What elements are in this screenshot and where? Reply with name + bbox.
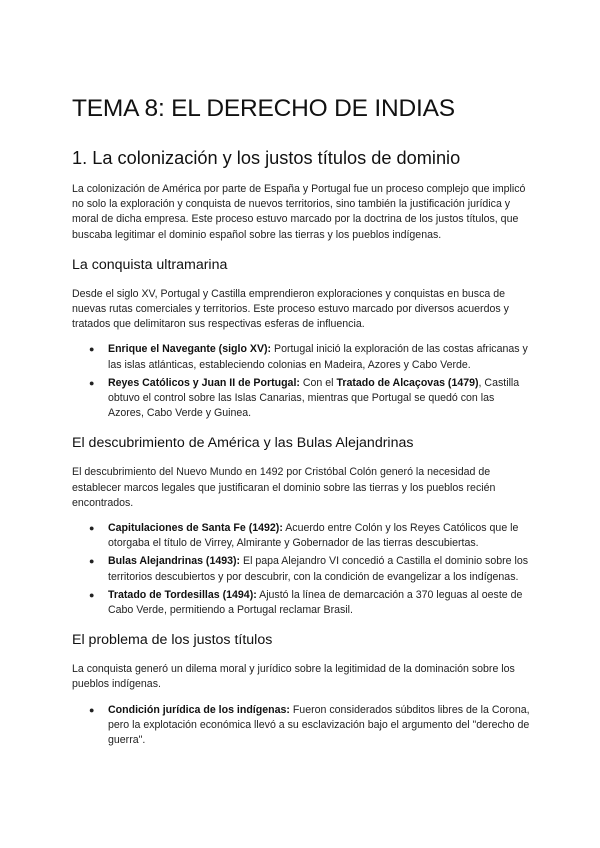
item-term: Condición jurídica de los indígenas: [108, 703, 290, 716]
item-text: , Castilla obtuvo el control sobre las Islas Canarias, mientras que Portugal se quedó con las Azores, Cabo Verde y Guinea. [108, 376, 520, 420]
subheading-descubrimiento: El descubrimiento de América y las Bulas Alejandrinas [72, 435, 414, 452]
item-term: Capitulaciones de Santa Fe (1492): [108, 522, 283, 535]
descubrimiento-paragraph: El descubrimiento del Nuevo Mundo en 1492 por Cristóbal Colón generó la necesidad de establecer marcos legales que justificaran el dominio sobre las tierras y los pueblos recién encontrados. [72, 466, 496, 509]
problema-paragraph: La conquista generó un dilema moral y jurídico sobre la legitimidad de la dominación sobre los pueblos indígenas. [72, 663, 515, 691]
conquista-list [72, 342, 532, 421]
bullet-icon: ● [89, 344, 95, 355]
intro-paragraph: La colonización de América por parte de España y Portugal fue un proceso complejo que implicó no solo la exploración y conquista de nuevos territorios, sino también la justificación jurídica y moral de dicha empresa. Este proceso estuvo marcado por la doctrina de los justos títulos, que buscaba legitimar el dominio español sobre las tierras y los pueblos indígenas. [72, 183, 526, 241]
document-page [72, 94, 532, 751]
list-item [72, 554, 532, 584]
item-text: Con el [299, 376, 337, 389]
item-term: Tratado de Tordesillas (1494): [108, 588, 257, 601]
bullet-icon: ● [89, 377, 95, 388]
bullet-icon: ● [89, 589, 95, 600]
list-item [72, 376, 532, 422]
subheading-conquista: La conquista ultramarina [72, 256, 228, 273]
bullet-icon: ● [89, 556, 95, 567]
descubrimiento-list [72, 521, 532, 618]
bullet-icon: ● [89, 523, 95, 534]
item-text: El papa Alejandro VI concedió a Castilla el dominio sobre los territorios descubiertos y por descubrir, con la condición de evangelizar a los indígenas. [108, 555, 529, 583]
item-term: Bulas Alejandrinas (1493): [108, 555, 241, 568]
list-item [72, 521, 532, 551]
conquista-paragraph: Desde el siglo XV, Portugal y Castilla emprendieron exploraciones y conquistas en busca de nuevas rutas comerciales y territorios. Este proceso estuvo marcado por diversos acuerdos y tratados que delimitaron sus respectivas esferas de influencia. [72, 287, 509, 331]
item-term-treaty: Tratado de Alcaçovas (1479) [336, 376, 479, 389]
subheading-problema: El problema de los justos títulos [72, 632, 273, 649]
item-term: Reyes Católicos y Juan II de Portugal: [108, 376, 300, 389]
list-item [72, 342, 532, 372]
item-text: Portugal inició la exploración de las costas africanas y las islas atlánticas, estableciendo colonias en Madeira, Azores y Cabo Verde. [108, 343, 528, 371]
list-item [72, 588, 532, 618]
problema-list [72, 703, 532, 749]
item-text: Acuerdo entre Colón y los Reyes Católicos que le otorgaba el título de Virrey, Almirante y Gobernador de las tierras descubiertas. [108, 522, 519, 550]
list-item [72, 703, 532, 749]
item-text: Ajustó la línea de demarcación a 370 leguas al oeste de Cabo Verde, permitiendo a Portugal reclamar Brasil. [108, 588, 523, 617]
section-heading: 1. La colonización y los justos títulos de dominio [72, 148, 461, 168]
bullet-icon: ● [89, 704, 95, 715]
item-term: Enrique el Navegante (siglo XV): [108, 343, 272, 356]
page-title: TEMA 8: EL DERECHO DE INDIAS [72, 95, 455, 122]
item-text: Fueron considerados súbditos libres de la Corona, pero la explotación económica llevó a su esclavización bajo el argumento del "derecho de guerra". [108, 703, 530, 747]
